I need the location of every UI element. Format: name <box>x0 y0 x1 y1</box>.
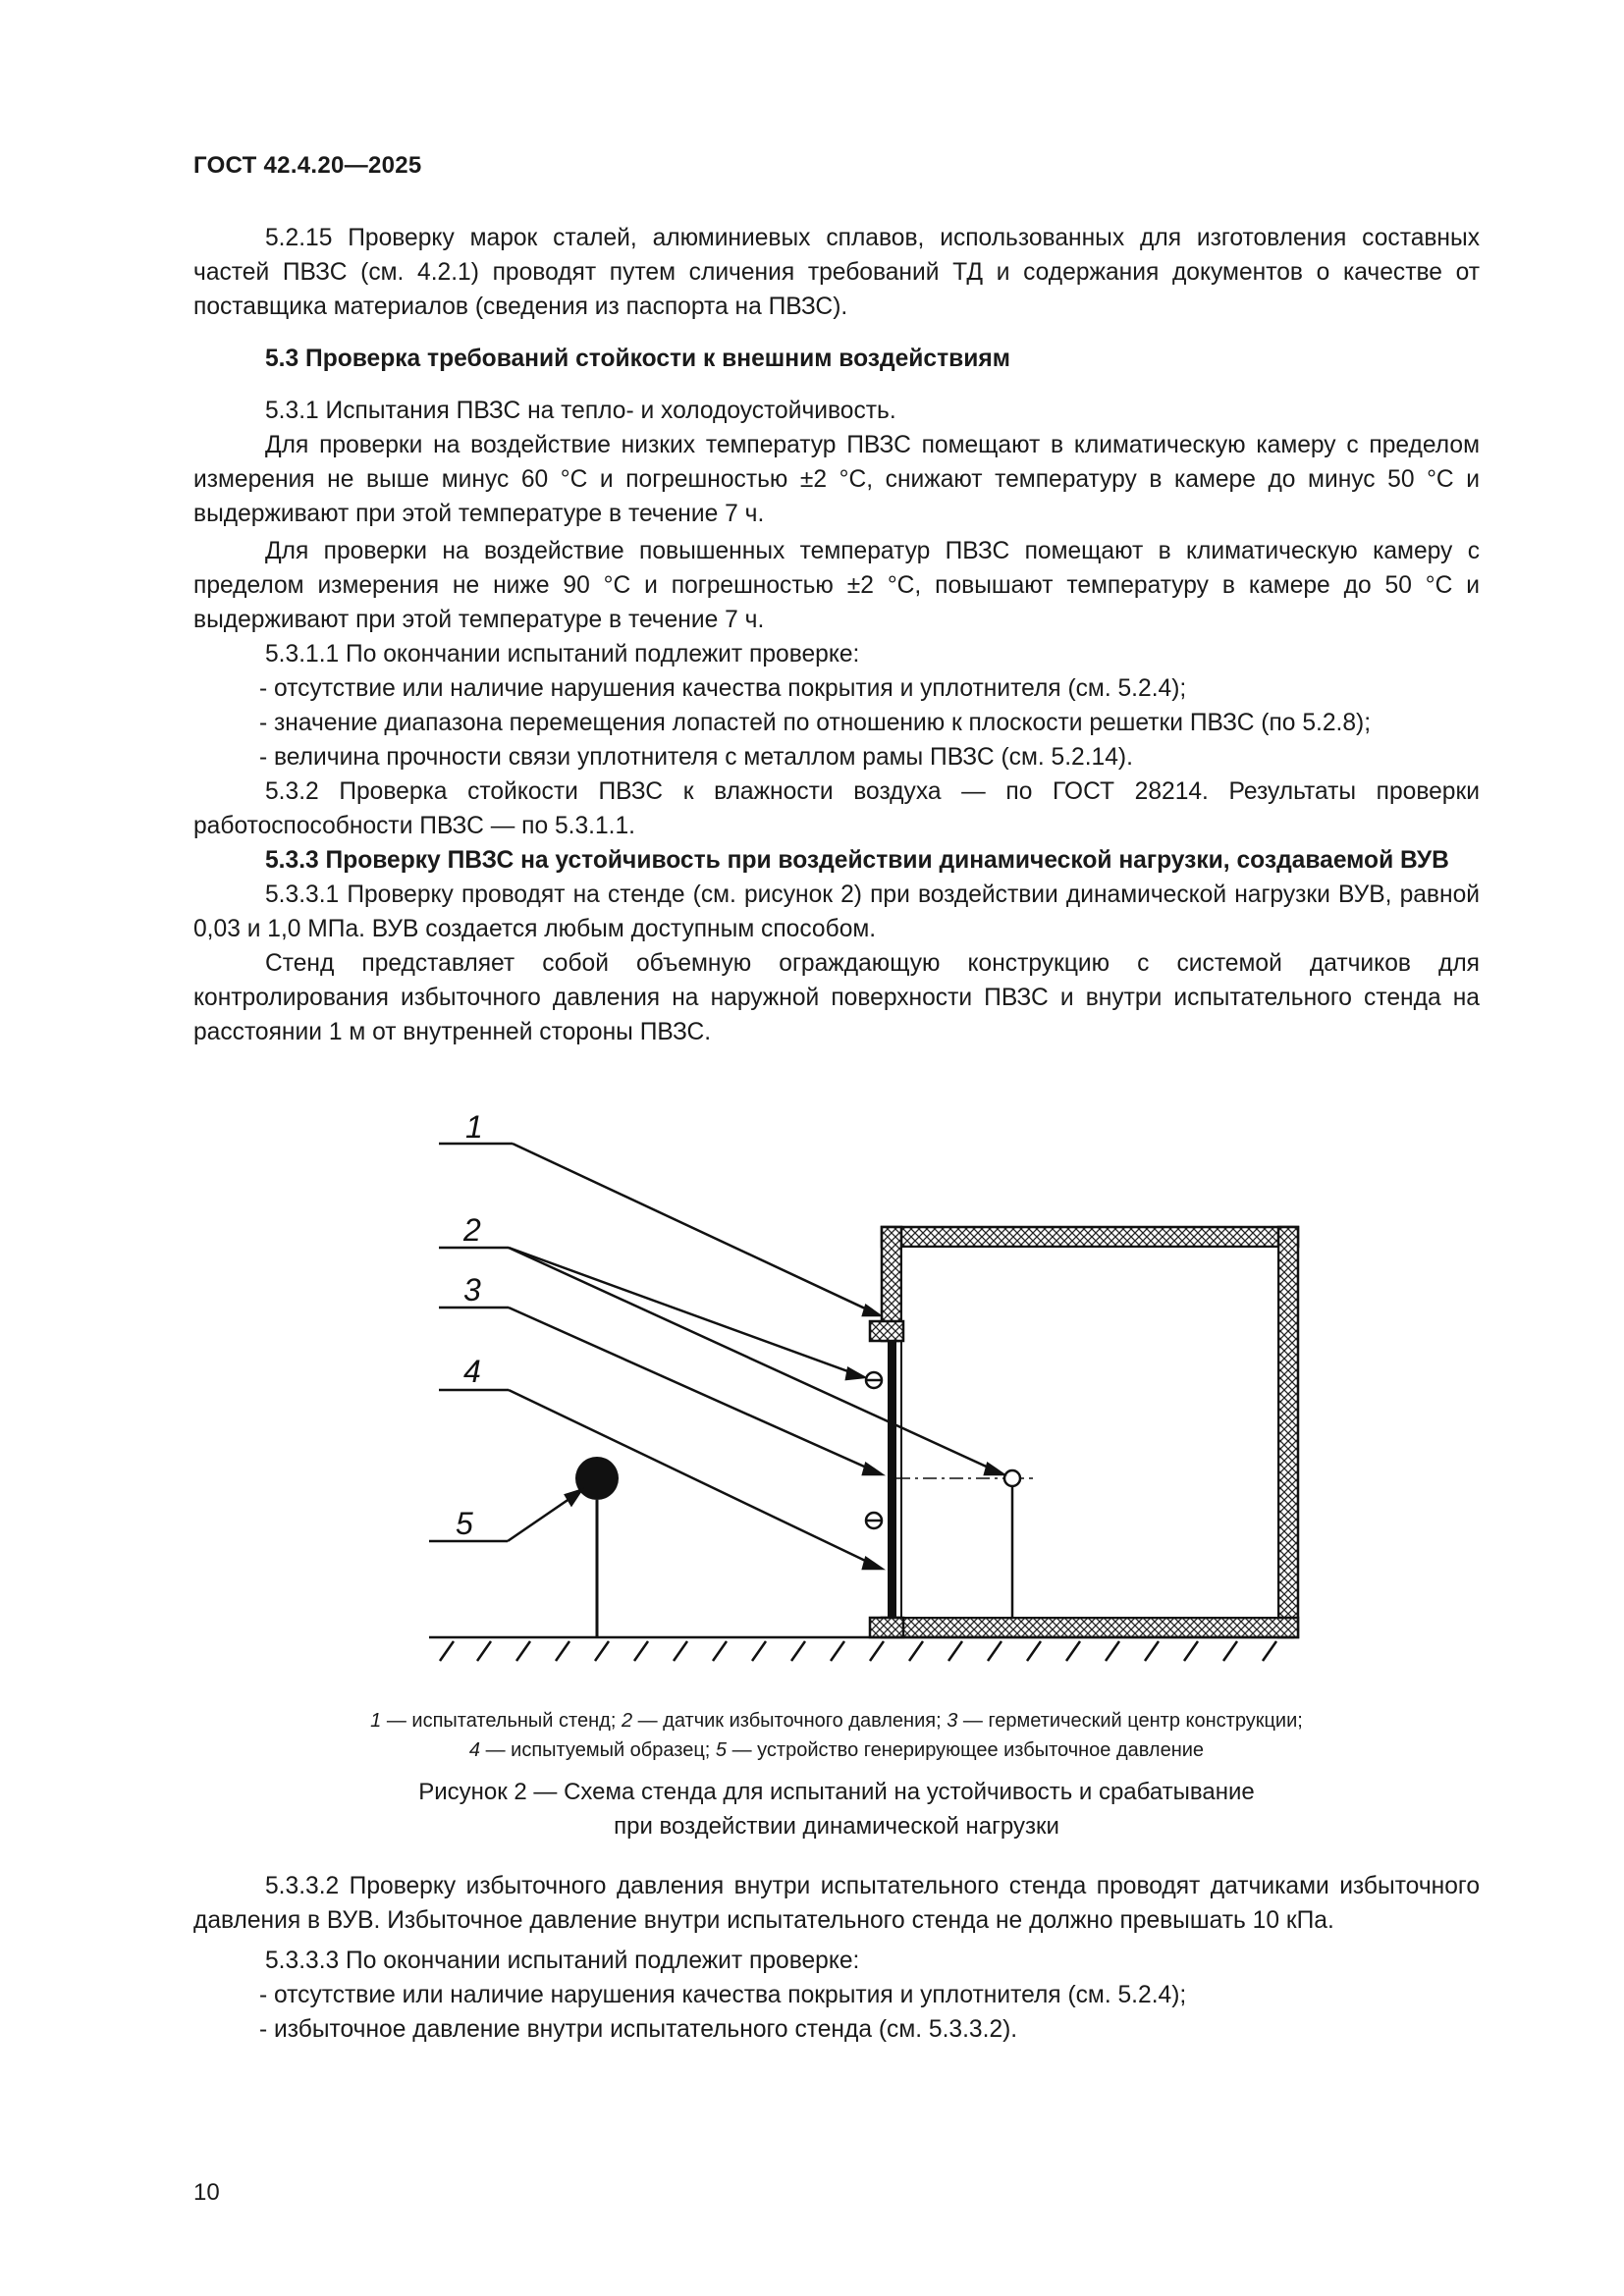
ground-line <box>429 1637 1294 1661</box>
inner-pressure-sensor <box>1004 1470 1020 1486</box>
caption-line-1: Рисунок 2 — Схема стенда для испытаний на устойчивость и срабатывание <box>418 1779 1255 1805</box>
paragraph-stand-description: Стенд представляет собой объемную ограждающую конструкцию с системой датчиков для контролирования избыточного давления на наружной поверхности ПВЗС и внутри испытательного стенда на расстоянии 1 м от внутренней стороны ПВЗС. <box>193 950 1480 1045</box>
paragraph-5-3-1-1: 5.3.1.1 По окончании испытаний подлежит проверке: <box>265 641 860 667</box>
heading-5-3: 5.3 Проверка требований стойкости к внешним воздействиям <box>265 346 1010 372</box>
outer-pressure-sensors <box>866 1372 882 1528</box>
stand-schematic <box>0 1080 1624 1688</box>
caption-line-2: при воздействии динамической нагрузки <box>614 1813 1059 1840</box>
figure-label-5: 5 <box>456 1506 473 1541</box>
figure-label-2: 2 <box>463 1212 481 1248</box>
bottom-text-block <box>193 1869 1480 2047</box>
list-item: - отсутствие или наличие нарушения качества покрытия и уплотнителя (см. 5.2.4); <box>259 1982 1187 2008</box>
test-sample <box>888 1341 896 1618</box>
document-header: ГОСТ 42.4.20—2025 <box>193 152 422 179</box>
page-number: 10 <box>193 2179 220 2206</box>
paragraph-5-3-3-1: 5.3.3.1 Проверку проводят на стенде (см. рисунок 2) при воздействии динамической нагрузки ВУВ, равной 0,03 и 1,0 МПа. ВУВ создается любым доступным способом. <box>193 881 1480 942</box>
figure-caption <box>193 1775 1480 1843</box>
legend-line-1: 1 — испытательный стенд; 2 — датчик избыточного давления; 3 — герметический центр конструкции; <box>370 1710 1303 1732</box>
heading-5-3-3: 5.3.3 Проверку ПВЗС на устойчивость при воздействии динамической нагрузки, создаваемой ВУВ <box>265 847 1449 874</box>
list-item: - отсутствие или наличие нарушения качества покрытия и уплотнителя (см. 5.2.4); <box>259 675 1187 702</box>
figure-2-stand-diagram <box>0 1080 1624 1688</box>
paragraph-5-2-15: 5.2.15 Проверку марок сталей, алюминиевых сплавов, использованных для изготовления составных частей ПВЗС (см. 4.2.1) проводят путем сличения требований ТД и содержания документов о качестве от поставщика материалов (сведения из паспорта на ПВЗС). <box>193 225 1480 320</box>
list-item: - значение диапазона перемещения лопастей по отношению к плоскости решетки ПВЗС (по 5.2.8); <box>259 710 1372 736</box>
test-stand-chamber <box>870 1227 1298 1637</box>
figure-label-1: 1 <box>465 1109 483 1145</box>
paragraph-5-3-2: 5.3.2 Проверка стойкости ПВЗС к влажности воздуха — по ГОСТ 28214. Результаты проверки работоспособности ПВЗС — по 5.3.1.1. <box>193 778 1480 839</box>
paragraph-5-3-1: 5.3.1 Испытания ПВЗС на тепло- и холодоустойчивость. <box>265 398 896 424</box>
paragraph-low-temperature: Для проверки на воздействие низких температур ПВЗС помещают в климатическую камеру с пределом измерения не выше минус 60 °С и погрешностью ±2 °С, снижают температуру в камере до минус 50 °С и выдерживают при этой температуре в течение 7 ч. <box>193 432 1480 527</box>
list-item: - величина прочности связи уплотнителя с металлом рамы ПВЗС (см. 5.2.14). <box>259 744 1133 771</box>
list-item: - избыточное давление внутри испытательного стенда (см. 5.3.3.2). <box>259 2016 1018 2043</box>
paragraph-5-3-3-2: 5.3.3.2 Проверку избыточного давления внутри испытательного стенда проводят датчиками избыточного давления в ВУВ. Избыточное давление внутри испытательного стенда не должно превышать 10 кПа. <box>193 1873 1480 1934</box>
pressure-generator <box>575 1457 619 1500</box>
figure-label-4: 4 <box>463 1354 481 1389</box>
figure-legend <box>193 1706 1480 1765</box>
paragraph-5-3-3-3: 5.3.3.3 По окончании испытаний подлежит проверке: <box>265 1948 860 1974</box>
paragraph-high-temperature: Для проверки на воздействие повышенных температур ПВЗС помещают в климатическую камеру с пределом измерения не ниже 90 °С и погрешностью ±2 °С, повышают температуру в камере до 50 °С и выдерживают при этой температуре в течение 7 ч. <box>193 538 1480 633</box>
legend-line-2: 4 — испытуемый образец; 5 — устройство генерирующее избыточное давление <box>468 1739 1205 1761</box>
top-text-block <box>193 221 1480 1049</box>
figure-label-3: 3 <box>463 1272 481 1308</box>
